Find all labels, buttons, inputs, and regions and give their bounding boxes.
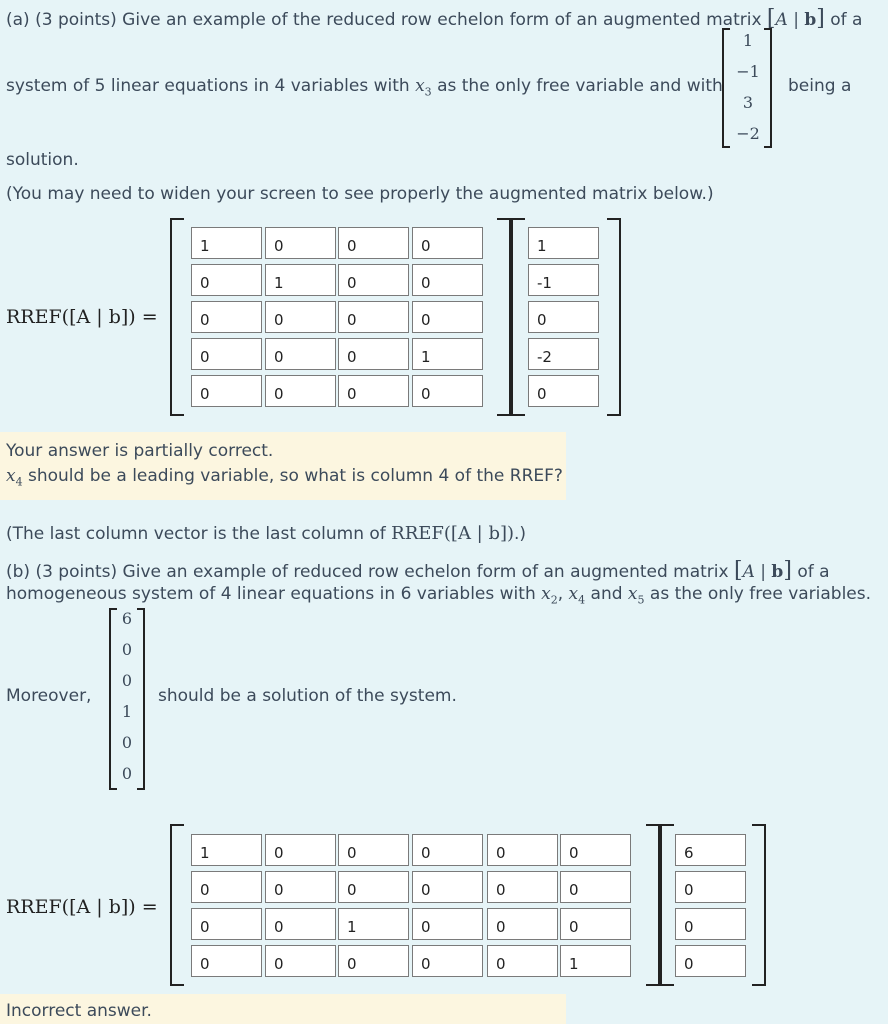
matrix-b-cell-r3-c1[interactable]	[191, 908, 262, 940]
matrix-a-rhs-r5[interactable]	[528, 375, 599, 407]
vector-b-left-bracket	[109, 608, 117, 790]
matrix-a-cell-r2-c1[interactable]	[191, 264, 262, 296]
matrix-b-mid-bracket-right	[646, 824, 660, 986]
matrix-a-cell-r5-c2[interactable]	[265, 375, 336, 407]
matrix-b-rhs-r1[interactable]	[675, 834, 746, 866]
matrix-a-left-bracket	[170, 218, 184, 416]
matrix-b-cell-r3-c5[interactable]	[487, 908, 558, 940]
matrix-b-cell-r4-c3[interactable]	[338, 945, 409, 977]
matrix-b-cell-r1-c4[interactable]	[412, 834, 483, 866]
part-a-widen-note: (You may need to widen your screen to see properly the augmented matrix below.)	[6, 184, 714, 204]
matrix-a-rhs-r2[interactable]	[528, 264, 599, 296]
matrix-b-cell-r2-c6[interactable]	[560, 871, 631, 903]
matrix-b-cell-r1-c2[interactable]	[265, 834, 336, 866]
last-column-note: (The last column vector is the last column of RREF([A | b]).)	[6, 523, 527, 544]
matrix-b-rhs-r3[interactable]	[675, 908, 746, 940]
part-a-solution-word: solution.	[6, 150, 79, 170]
part-b-rref-label: RREF([A | b]) =	[6, 896, 158, 918]
matrix-a-cell-r1-c1[interactable]	[191, 227, 262, 259]
matrix-b-cell-r4-c6[interactable]	[560, 945, 631, 977]
matrix-a-cell-r5-c4[interactable]	[412, 375, 483, 407]
matrix-a-rhs-r1[interactable]	[528, 227, 599, 259]
matrix-a-rhs-r3[interactable]	[528, 301, 599, 333]
matrix-b-rhs-r4[interactable]	[675, 945, 746, 977]
part-a-prompt-line1: (a) (3 points) Give an example of the reduced row echelon form of an augmented matrix [A | b] of a	[6, 6, 863, 31]
matrix-a-cell-r1-c4[interactable]	[412, 227, 483, 259]
matrix-b-cell-r4-c2[interactable]	[265, 945, 336, 977]
matrix-b-cell-r3-c2[interactable]	[265, 908, 336, 940]
matrix-a-cell-r4-c2[interactable]	[265, 338, 336, 370]
vector-a-entry: −2	[736, 124, 760, 143]
part-a-rref-label: RREF([A | b]) =	[6, 306, 158, 328]
matrix-b-rhs-r2[interactable]	[675, 871, 746, 903]
matrix-b-cell-r1-c5[interactable]	[487, 834, 558, 866]
part-a-being-a: being a	[788, 76, 852, 96]
matrix-a-right-bracket	[607, 218, 621, 416]
matrix-b-mid-bracket-left	[660, 824, 674, 986]
matrix-b-cell-r1-c6[interactable]	[560, 834, 631, 866]
matrix-b-cell-r4-c5[interactable]	[487, 945, 558, 977]
vector-b-entry: 0	[121, 671, 133, 690]
matrix-b-cell-r3-c3[interactable]	[338, 908, 409, 940]
matrix-b-cell-r4-c1[interactable]	[191, 945, 262, 977]
vector-a-entry: 3	[742, 93, 754, 112]
matrix-a-cell-r4-c4[interactable]	[412, 338, 483, 370]
matrix-a-cell-r3-c2[interactable]	[265, 301, 336, 333]
part-b-feedback-title: Incorrect answer.	[6, 1001, 152, 1021]
part-a-feedback-hint: $x_4$ should be a leading variable, so what is column 4 of the RREF?	[6, 466, 563, 489]
matrix-a-cell-r4-c3[interactable]	[338, 338, 409, 370]
vector-b-right-bracket	[137, 608, 145, 790]
matrix-b-cell-r2-c3[interactable]	[338, 871, 409, 903]
matrix-a-cell-r1-c2[interactable]	[265, 227, 336, 259]
part-b-moreover: Moreover,	[6, 686, 92, 706]
matrix-b-cell-r1-c1[interactable]	[191, 834, 262, 866]
vector-b-entry: 0	[121, 640, 133, 659]
matrix-b-cell-r4-c4[interactable]	[412, 945, 483, 977]
matrix-b-cell-r2-c5[interactable]	[487, 871, 558, 903]
part-a-prompt-line2: system of 5 linear equations in 4 variables with $x_3$ as the only free variable and with	[6, 76, 723, 99]
matrix-a-mid-bracket-left	[511, 218, 525, 416]
matrix-b-left-bracket	[170, 824, 184, 986]
matrix-a-cell-r5-c1[interactable]	[191, 375, 262, 407]
matrix-a-cell-r1-c3[interactable]	[338, 227, 409, 259]
vector-b-entry: 0	[121, 764, 133, 783]
vector-a-entry: −1	[736, 62, 760, 81]
part-b-prompt-line1: (b) (3 points) Give an example of reduced row echelon form of an augmented matrix [A | b] of a	[6, 558, 830, 583]
matrix-a-cell-r3-c3[interactable]	[338, 301, 409, 333]
part-a-feedback-title: Your answer is partially correct.	[6, 441, 274, 461]
vector-b-entry: 1	[121, 702, 133, 721]
matrix-b-cell-r1-c3[interactable]	[338, 834, 409, 866]
matrix-a-cell-r4-c1[interactable]	[191, 338, 262, 370]
matrix-a-cell-r3-c1[interactable]	[191, 301, 262, 333]
matrix-b-right-bracket	[752, 824, 766, 986]
matrix-b-cell-r2-c2[interactable]	[265, 871, 336, 903]
matrix-a-rhs-r4[interactable]	[528, 338, 599, 370]
matrix-b-cell-r3-c6[interactable]	[560, 908, 631, 940]
matrix-a-mid-bracket-right	[497, 218, 511, 416]
matrix-a-cell-r2-c2[interactable]	[265, 264, 336, 296]
matrix-b-cell-r2-c4[interactable]	[412, 871, 483, 903]
part-b-after-vector: should be a solution of the system.	[158, 686, 457, 706]
matrix-a-cell-r2-c4[interactable]	[412, 264, 483, 296]
part-b-feedback-box	[0, 994, 566, 1024]
vector-a-entry: 1	[742, 31, 754, 50]
matrix-a-cell-r2-c3[interactable]	[338, 264, 409, 296]
matrix-a-cell-r5-c3[interactable]	[338, 375, 409, 407]
part-b-prompt-line2: homogeneous system of 4 linear equations in 6 variables with $x_2$, $x_4$ and $x_5$ as the only free variables.	[6, 584, 872, 607]
vector-b-entry: 0	[121, 733, 133, 752]
part-a-feedback-box	[0, 432, 566, 500]
matrix-a-cell-r3-c4[interactable]	[412, 301, 483, 333]
matrix-b-cell-r2-c1[interactable]	[191, 871, 262, 903]
vector-b-entry: 6	[121, 609, 133, 628]
matrix-b-cell-r3-c4[interactable]	[412, 908, 483, 940]
